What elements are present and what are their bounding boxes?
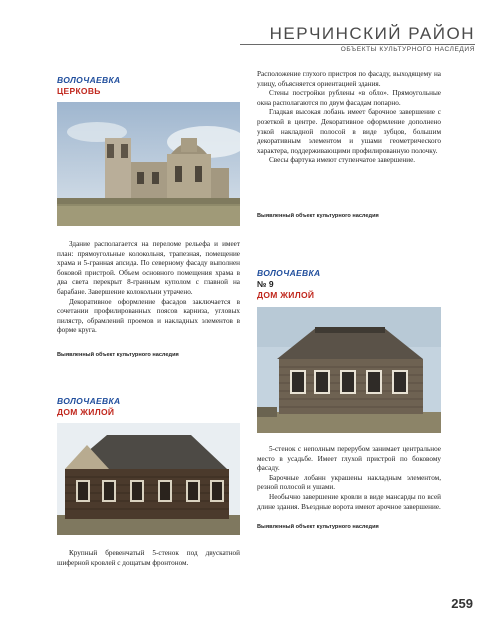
house9-image: [257, 307, 441, 433]
house1-photo: [57, 423, 240, 535]
church-heritage-note: Выявленный объект культурного наследия: [57, 352, 179, 358]
house9-heritage-note: Выявленный объект культурного наследия: [257, 524, 379, 530]
house1-paragraph: Крупный бревенчатый 5-стенок под двускатной шиферной кровлей с дощатым фронтоном.: [57, 549, 240, 567]
church-paragraph: Стены постройки рублены «в обло». Прямоугольные окна располагаются по двум фасадам попарно.: [257, 89, 441, 107]
house1-description: [57, 549, 240, 568]
church-description-continued: [257, 70, 441, 166]
house9-title: ДОМ ЖИЛОЙ: [257, 290, 315, 300]
church-paragraph: Декоративное оформление фасадов заключается в сочетании профилированных поясов карниза, угловых пилястр, обрамлений проемов и накладных элементов в форме круга.: [57, 297, 240, 335]
church-photo: [57, 102, 240, 226]
church-ruin-image: [57, 102, 240, 226]
church-paragraph: Свесы фартука имеют ступенчатое завершение.: [269, 156, 416, 165]
house1-place: ВОЛОЧАЕВКА: [57, 396, 121, 406]
header-divider: [240, 44, 475, 45]
page-number: 259: [451, 596, 473, 611]
church-paragraph: Расположение глухого пристроя по фасаду, выходящему на улицу, объясняется ориентацией здания.: [257, 70, 441, 88]
church-place: ВОЛОЧАЕВКА: [57, 75, 121, 85]
house1-image: [57, 423, 240, 535]
house9-paragraph: Барочные лобанн украшены накладным элементом, резной полосой и ушами.: [257, 473, 441, 492]
house9-number: № 9: [257, 279, 274, 289]
church-title: ЦЕРКОВЬ: [57, 86, 101, 96]
house9-photo: [257, 307, 441, 433]
section-title: НЕРЧИНСКИЙ РАЙОН: [269, 24, 475, 43]
section-subtitle: ОБЪЕКТЫ КУЛЬТУРНОГО НАСЛЕДИЯ: [340, 46, 475, 53]
right-heritage-note-top: Выявленный объект культурного наследия: [257, 213, 379, 219]
church-paragraph: Гладкая высокая лобань имеет барочное завершение с розеткой в центре. Декоративное оформление дополнено узкой накладной полосой в виде зубцов, большим декоративным элементом и ушами геометрического характера, поддерживающими профилированную полочку.: [257, 108, 441, 155]
church-paragraph: Здание располагается на переломе рельефа и имеет план: прямоугольные колокольня, трапезная, помещение храма и 5-гранная апсида. По северному фасаду выполнен боковой пристрой. Объем основного помещения храма в два света перекрыт 8-гранным куполом с главной на барабане. Завершение колокольни утрачено.: [57, 240, 240, 296]
house9-paragraph: 5-стенок с неполным перерубом занимает центральное место в усадьбе. Имеет глухой пристрой по боковому фасаду.: [257, 445, 441, 473]
house1-title: ДОМ ЖИЛОЙ: [57, 407, 115, 417]
church-description: [57, 240, 240, 336]
house9-description: [257, 445, 441, 512]
house9-place: ВОЛОЧАЕВКА: [257, 268, 321, 278]
house9-paragraph: Необычно завершение кровли в виде мансарды по всей длине здания. Въездные ворота имеют арочное завершение.: [257, 492, 441, 511]
